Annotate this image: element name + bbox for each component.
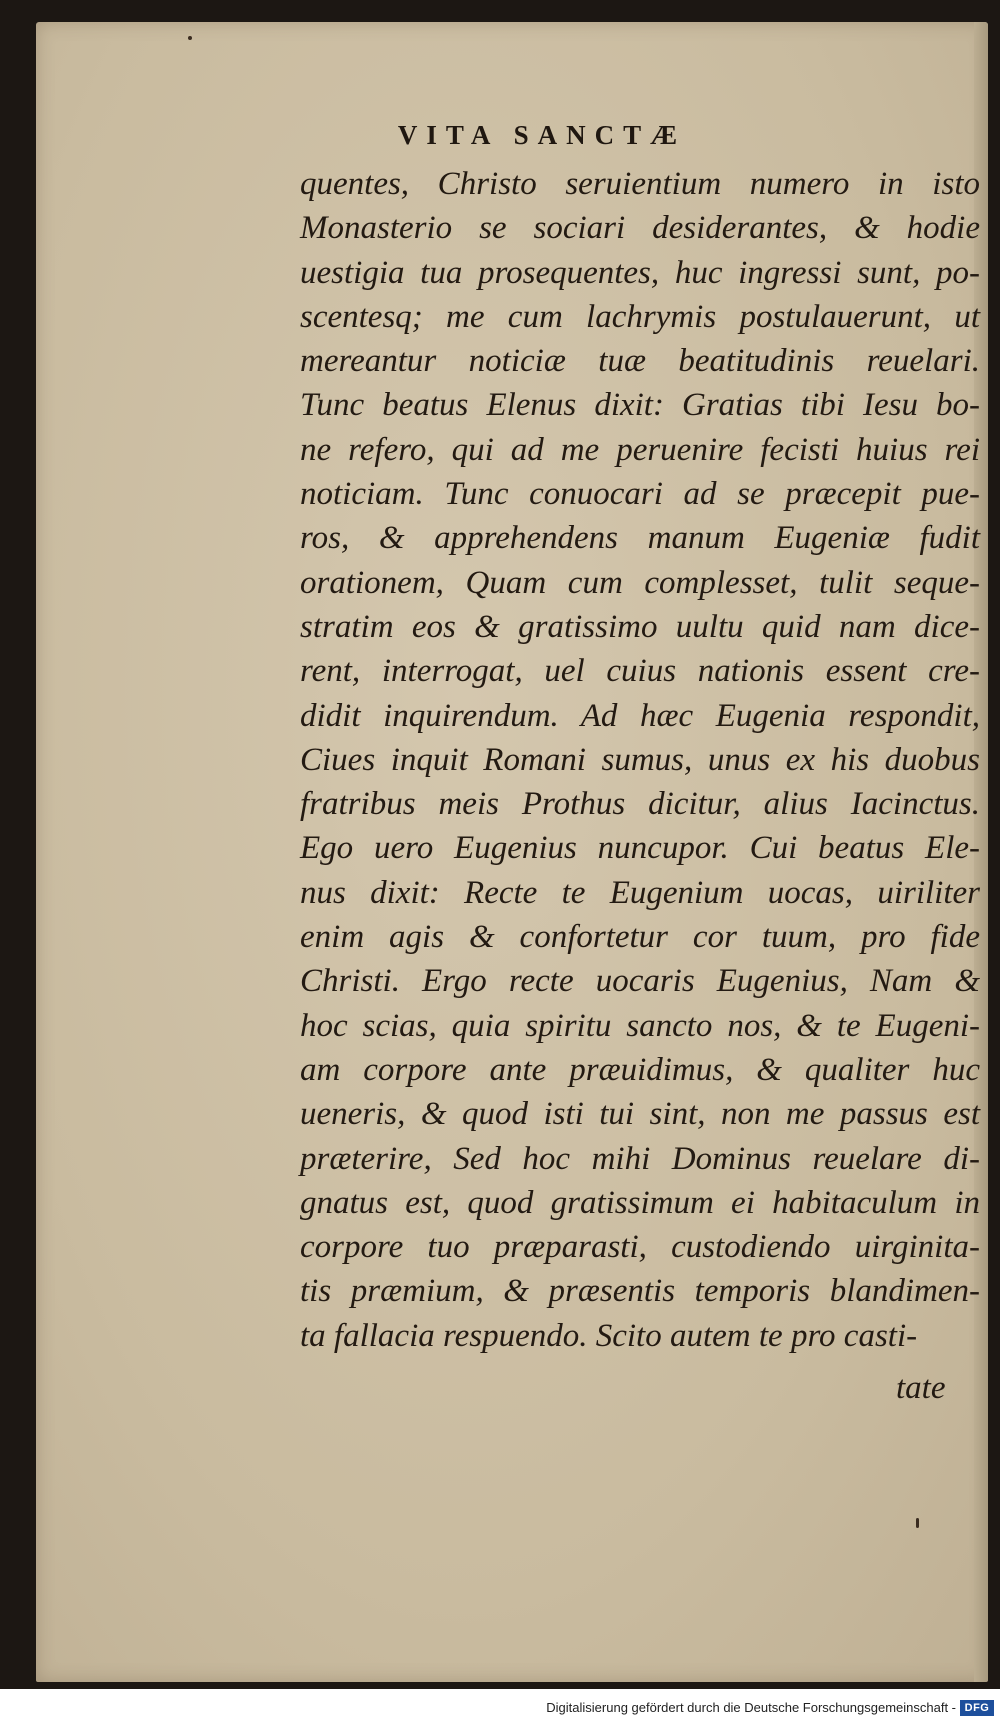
text-line: ne refero, qui ad me peruenire fecisti huius rei [300, 431, 980, 468]
text-line: Christi. Ergo recte uocaris Eugenius, Nam & [300, 963, 980, 1000]
text-line: enim agis & confortetur cor tuum, pro fide [300, 919, 980, 956]
text-line: am corpore ante præuidimus, & qualiter huc [300, 1051, 980, 1088]
text-line: Tunc beatus Elenus dixit: Gratias tibi Iesu bo- [300, 387, 980, 424]
text-line: fratribus meis Prothus dicitur, alius Iacinctus. [300, 786, 980, 823]
text-line: quentes, Christo seruientium numero in isto [300, 166, 980, 202]
text-line: Ego uero Eugenius nuncupor. Cui beatus Ele- [300, 830, 980, 867]
text-line: nus dixit: Recte te Eugenium uocas, uiriliter [300, 874, 980, 911]
book-page [36, 22, 988, 1682]
text-line: tis præmium, & præsentis temporis blandimen- [300, 1273, 980, 1310]
text-line: noticiam. Tunc conuocari ad se præcepit pue- [300, 476, 980, 513]
text-line: rent, interrogat, uel cuius nationis essent cre- [300, 653, 980, 690]
text-line: ueneris, & quod isti tui sint, non me passus est [300, 1096, 980, 1133]
text-line: stratim eos & gratissimo uultu quid nam dice- [300, 608, 980, 645]
text-line: didit inquirendum. Ad hæc Eugenia respondit, [300, 697, 980, 734]
text-line: ros, & apprehendens manum Eugeniæ fudit [300, 520, 980, 557]
footer-bar [0, 1689, 1000, 1725]
text-line: scentesq; me cum lachrymis postulauerunt, ut [300, 298, 980, 335]
text-line: mereantur noticiæ tuæ beatitudinis reuelari. [300, 343, 980, 380]
paper-speck [916, 1518, 919, 1528]
text-line: ta fallacia respuendo. Scito autem te pro casti- [300, 1317, 918, 1354]
body-text [300, 162, 980, 1358]
dfg-logo-icon: DFG [960, 1700, 994, 1716]
funding-credit: Digitalisierung gefördert durch die Deutsche Forschungsgemeinschaft - [546, 1700, 956, 1715]
text-line: corpore tuo præparasti, custodiendo uirginita- [300, 1229, 980, 1266]
text-line: præterire, Sed hoc mihi Dominus reuelare di- [300, 1140, 980, 1177]
text-line: uestigia tua prosequentes, huc ingressi sunt, po- [300, 254, 980, 291]
running-head: VITA SANCTÆ [397, 120, 687, 150]
paper-speck [188, 36, 192, 40]
text-line: gnatus est, quod gratissimum ei habitaculum in [300, 1184, 980, 1221]
catchword: tate [896, 1370, 946, 1406]
text-line: Ciues inquit Romani sumus, unus ex his duobus [300, 741, 980, 778]
text-line: hoc scias, quia spiritu sancto nos, & te Eugeni- [300, 1007, 980, 1044]
text-line: Monasterio se sociari desiderantes, & hodie [300, 210, 980, 247]
text-line: orationem, Quam cum complesset, tulit seque- [300, 564, 980, 601]
